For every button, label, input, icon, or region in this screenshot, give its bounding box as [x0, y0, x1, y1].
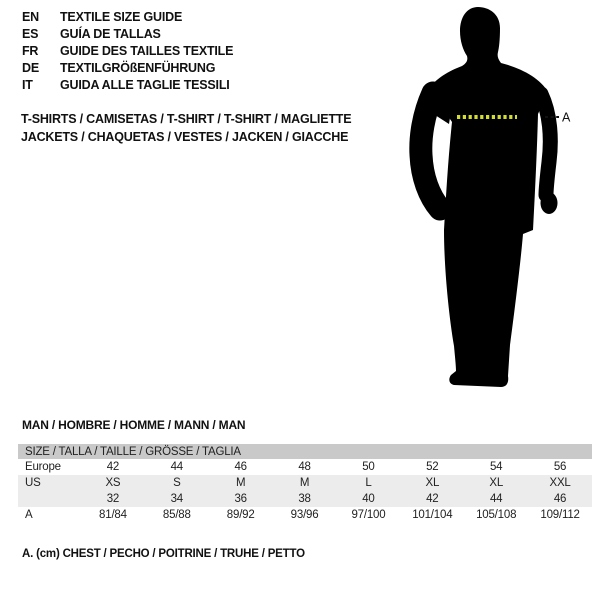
size-cell: M [273, 475, 337, 491]
size-cell: XL [464, 475, 528, 491]
language-code: ES [22, 27, 39, 41]
size-cell: M [209, 475, 273, 491]
size-cell: 42 [106, 461, 120, 473]
size-cell: 44 [170, 461, 184, 473]
table-header-row [18, 444, 592, 459]
size-cell: 32 [81, 491, 145, 507]
size-cell: XS [81, 475, 145, 491]
man-body-shape [428, 7, 548, 387]
language-label: GUIDA ALLE TAGLIE TESSILI [60, 78, 230, 92]
size-cell: 36 [209, 491, 273, 507]
size-cell: XXL [528, 475, 592, 491]
table-row-numeric [18, 491, 592, 507]
size-cell: 42 [400, 491, 464, 507]
row-label [18, 491, 81, 507]
size-cell: 54 [489, 461, 503, 473]
size-cell: 89/92 [226, 509, 255, 521]
size-cell: 101/104 [412, 509, 453, 521]
size-cell: 81/84 [99, 509, 127, 521]
category-lines [21, 110, 351, 146]
size-cell: L [337, 475, 401, 491]
language-row [22, 77, 233, 94]
language-code: DE [22, 61, 39, 75]
language-label: GUIDE DES TAILLES TEXTILE [60, 44, 234, 58]
table-row-europe [18, 459, 592, 475]
language-code: FR [22, 44, 39, 58]
category-line-jackets: JACKETS / CHAQUETAS / VESTES / JACKEN / GIACCHE [21, 130, 349, 144]
language-label: GUÍA DE TALLAS [60, 27, 161, 41]
measurement-footnote: A. (cm) CHEST / PECHO / POITRINE / TRUHE / PETTO [22, 548, 305, 560]
language-row [22, 26, 233, 43]
language-code: IT [22, 78, 33, 92]
row-label: A [25, 509, 33, 521]
size-cell: S [145, 475, 209, 491]
size-cell: 48 [298, 461, 311, 473]
size-cell: 38 [273, 491, 337, 507]
language-label: TEXTILE SIZE GUIDE [60, 10, 183, 24]
size-cell: 40 [337, 491, 401, 507]
man-silhouette-figure [395, 0, 600, 400]
man-right-arm [541, 94, 550, 195]
measure-label-a: A [562, 110, 571, 125]
table-row-chest-a [18, 507, 592, 523]
section-title-man: MAN / HOMBRE / HOMME / MANN / MAN [22, 418, 246, 432]
size-table [18, 444, 592, 523]
size-table-header: SIZE / TALLA / TAILLE / GRÖSSE / TAGLIA [18, 444, 592, 459]
size-cell: 46 [234, 461, 247, 473]
size-cell: 93/96 [290, 509, 319, 521]
size-cell: XL [400, 475, 464, 491]
size-cell: 52 [426, 461, 439, 473]
size-cell: 109/112 [540, 509, 580, 521]
size-cell: 34 [145, 491, 209, 507]
row-label: US [18, 475, 81, 491]
row-label: Europe [25, 461, 61, 473]
language-list [22, 9, 233, 94]
size-cell: 46 [528, 491, 592, 507]
size-cell: 97/100 [351, 509, 386, 521]
language-row [22, 60, 233, 77]
man-right-hand [541, 192, 558, 214]
language-row [22, 9, 233, 26]
man-left-arm [421, 93, 440, 209]
language-code: EN [22, 10, 39, 24]
size-cell: 44 [464, 491, 528, 507]
language-row [22, 43, 233, 60]
size-cell: 105/108 [476, 509, 517, 521]
size-cell: 50 [362, 461, 375, 473]
size-cell: 56 [553, 461, 567, 473]
size-cell: 85/88 [162, 509, 191, 521]
language-label: TEXTILGRÖßENFÜHRUNG [60, 61, 216, 75]
table-row-us [18, 475, 592, 491]
category-line-tshirts: T-SHIRTS / CAMISETAS / T-SHIRT / T-SHIRT / MAGLIETTE [21, 112, 352, 126]
